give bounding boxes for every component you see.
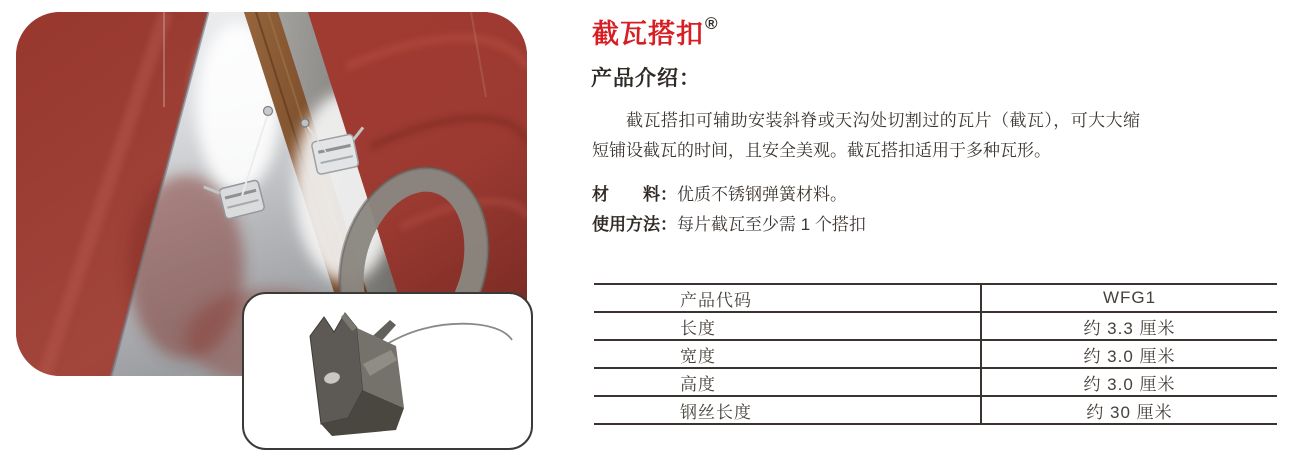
table-row: [594, 397, 1277, 425]
section-heading-product-intro: 产品介绍：: [591, 67, 701, 90]
usage-label: 使用方法：: [592, 215, 677, 234]
spec-value: 约 3.0 厘米: [1083, 346, 1176, 366]
spec-name: 高度: [594, 369, 982, 395]
product-clip-inset-photo: [242, 292, 533, 450]
product-description: 截瓦搭扣可辅助安装斜脊或天沟处切割过的瓦片（截瓦），可大大缩短铺设截瓦的时间，且安全美观。截瓦搭扣适用于多种瓦形。: [592, 111, 1140, 160]
material-value: 优质不锈钢弹簧材料。: [677, 185, 847, 204]
table-row: [594, 369, 1277, 397]
spec-table: [594, 283, 1277, 425]
spec-name: 长度: [594, 313, 982, 339]
material-line: [592, 183, 847, 207]
spec-value: 约 3.3 厘米: [1083, 318, 1176, 338]
tile-clip-render: [244, 294, 531, 448]
spec-value: 约 3.0 厘米: [1083, 374, 1176, 394]
usage-value: 每片截瓦至少需 1 个搭扣: [677, 215, 866, 234]
spec-name: 宽度: [594, 341, 982, 367]
table-row: [594, 285, 1277, 313]
product-title: 截瓦搭扣: [592, 19, 704, 49]
table-row: [594, 341, 1277, 369]
spec-value: WFG1: [1102, 288, 1157, 307]
usage-line: [592, 213, 866, 237]
spec-name: 钢丝长度: [594, 397, 982, 423]
material-label: 材 料：: [592, 185, 677, 204]
spec-value: 约 30 厘米: [1086, 402, 1173, 422]
registered-trademark-symbol: ®: [705, 14, 718, 33]
spec-name: 产品代码: [594, 285, 982, 311]
table-row: [594, 313, 1277, 341]
product-title-row: [592, 12, 718, 51]
